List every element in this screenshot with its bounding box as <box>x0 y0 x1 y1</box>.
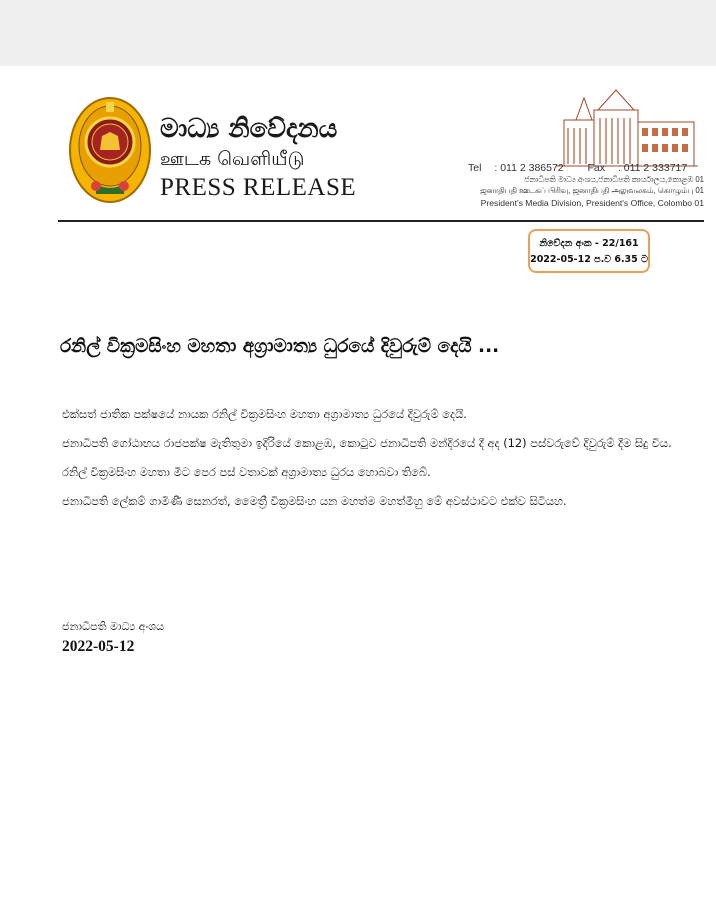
top-margin-band <box>0 0 716 66</box>
tel-label: Tel <box>468 162 482 174</box>
contact-block <box>468 162 704 209</box>
letterhead-titles <box>160 114 356 202</box>
letterhead-divider <box>58 220 704 222</box>
signature-office: ජනාධිපති මාධ්‍ය අංශය <box>62 620 165 633</box>
paragraph: රනිල් වික්‍රමසිංහ මහතා මීට පෙර පස් වතාවක් අග්‍රාමාත්‍ය ධුරය හොබවා තිබේ. <box>62 465 431 479</box>
reference-datetime: 2022-05-12 ප.ව 6.35 ට <box>530 254 648 265</box>
address-sinhala: ජනාධිපති මාධ්‍ය අංශය,ජනාධිපති කාර්යාලය,කොළඹ 01 <box>524 175 704 184</box>
address-english: President's Media Division, President's Office, Colombo 01 <box>480 198 704 208</box>
paragraph: ජනාධිපති ලේකම් ගාමිණී සෙනරත්, මෛත්‍රී වික්‍රමසිංහ යන මහත්ම මහත්මීහු මේ අවස්ථාවට එක්ව සිටියහ. <box>62 494 567 508</box>
tel-value: : 011 2 386572 <box>494 162 564 174</box>
reference-box <box>528 229 650 273</box>
paragraph: එක්සත් ජාතික පක්ෂයේ නායක රනිල් වික්‍රමසිංහ මහතා අග්‍රාමාත්‍ය ධුරයේ දිවුරුම් දෙයි. <box>62 407 467 421</box>
sri-lanka-emblem-icon <box>66 94 154 206</box>
title-english: PRESS RELEASE <box>160 174 357 201</box>
press-release-page <box>0 66 716 923</box>
reference-number: නිවේදන අංක - 22/161 <box>539 238 639 249</box>
title-sinhala: මාධ්‍ය නිවේදනය <box>160 114 338 144</box>
signature-date: 2022-05-12 <box>62 638 135 655</box>
fax-value: : 011 2 333717 <box>617 162 688 174</box>
address-tamil: ஜனாதிபதி ஊடகப் பிரிவு, ஜனாதிபதி அலுவலகம், கொழும்பு 01 <box>480 186 704 195</box>
presidential-secretariat-building-icon <box>554 80 700 172</box>
title-tamil: ஊடக வெளியீடு <box>160 148 305 170</box>
headline: රනිල් වික්‍රමසිංහ මහතා අග්‍රාමාත්‍ය ධුරයේ දිවුරුම් දෙයි ... <box>60 336 500 357</box>
paragraph: ජනාධිපති ගෝඨාභය රාජපක්ෂ මැතිතුමා ඉදිරියේ කොළඹ, කොටුව ජනාධිපති මන්දිරයේ දී අද (12) පස්වරුවේ දිවුරුම් දීම සිදු විය. <box>62 436 672 450</box>
body-text <box>62 406 680 522</box>
fax-label: Fax <box>587 162 606 174</box>
